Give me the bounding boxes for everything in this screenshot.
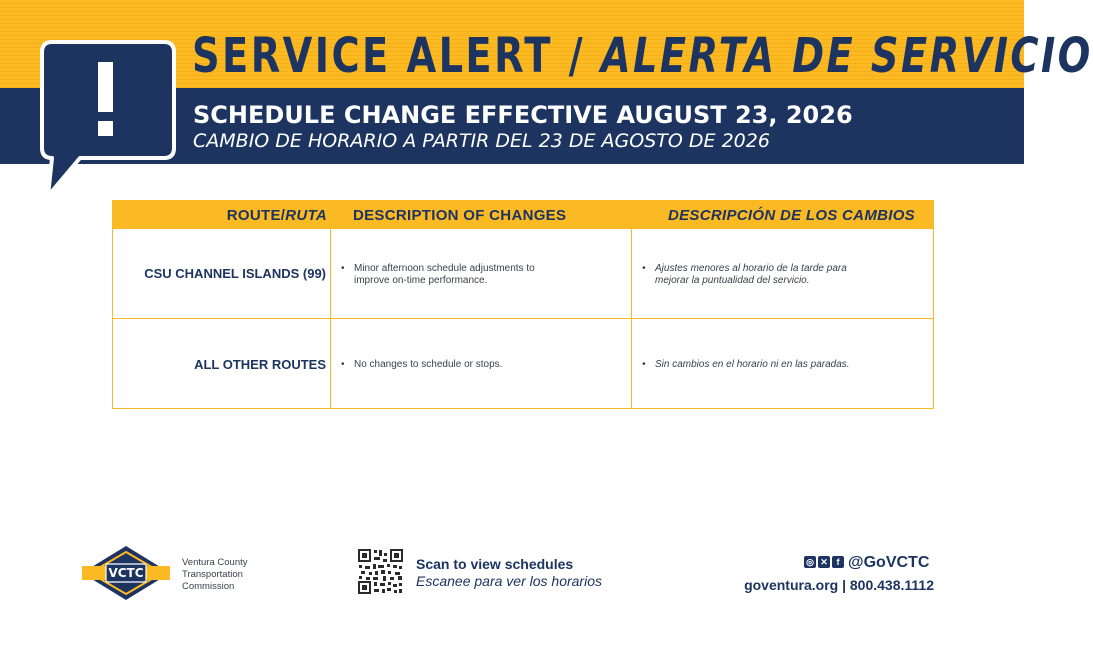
exclamation-bar bbox=[98, 62, 113, 112]
vctc-logo bbox=[80, 544, 172, 602]
agency-name: Ventura County Transportation Commission bbox=[182, 557, 248, 592]
instagram-icon[interactable]: ◎ bbox=[804, 556, 816, 568]
route-name: ALL OTHER ROUTES bbox=[113, 319, 331, 409]
description-en-cell bbox=[331, 229, 632, 318]
service-alert-title bbox=[192, 26, 1093, 86]
description-es-text: Sin cambios en el horario ni en las paradas. bbox=[655, 359, 850, 370]
header-description-es: DESCRIPCIÓN DE LOS CAMBIOS bbox=[668, 206, 915, 224]
route-name: CSU CHANNEL ISLANDS (99) bbox=[113, 229, 331, 318]
bullet-item: • Minor afternoon schedule adjustments to improve on-time performance. bbox=[341, 263, 621, 287]
table-row bbox=[113, 229, 933, 319]
table-header-row bbox=[113, 201, 933, 229]
scan-label-spanish: Escanee para ver los horarios bbox=[416, 573, 602, 589]
description-es-cell bbox=[632, 229, 933, 318]
qr-code-icon[interactable] bbox=[357, 548, 404, 595]
title-english: SERVICE ALERT / bbox=[192, 28, 586, 84]
logo-text: VCTC bbox=[108, 566, 144, 580]
schedule-change-english: SCHEDULE CHANGE EFFECTIVE AUGUST 23, 2026 bbox=[193, 101, 853, 129]
website-and-phone[interactable]: goventura.org | 800.438.1112 bbox=[744, 577, 934, 593]
exclamation-dot bbox=[98, 121, 113, 136]
exclamation-speech-bubble-icon bbox=[38, 36, 178, 201]
facebook-icon[interactable]: f bbox=[832, 556, 844, 568]
description-en-text: Minor afternoon schedule adjustments to improve on-time performance. bbox=[354, 263, 535, 286]
bullet-item: • Sin cambios en el horario ni en las paradas. bbox=[642, 359, 850, 370]
x-icon[interactable]: ✕ bbox=[818, 556, 830, 568]
schedule-change-spanish: CAMBIO DE HORARIO A PARTIR DEL 23 DE AGOSTO DE 2026 bbox=[193, 130, 770, 152]
table-row bbox=[113, 319, 933, 409]
changes-table bbox=[112, 200, 934, 409]
title-spanish: ALERTA DE SERVICIO bbox=[600, 28, 1093, 84]
description-es-cell bbox=[632, 319, 933, 409]
bullet-item: • No changes to schedule or stops. bbox=[341, 359, 503, 370]
social-icons bbox=[804, 556, 844, 568]
description-en-cell bbox=[331, 319, 632, 409]
scan-label-english: Scan to view schedules bbox=[416, 556, 574, 572]
description-en-text: No changes to schedule or stops. bbox=[354, 359, 503, 370]
social-handle[interactable]: @GoVCTC bbox=[848, 554, 930, 571]
header-route: ROUTE/RUTA bbox=[226, 206, 327, 224]
header-description-en: DESCRIPTION OF CHANGES bbox=[353, 206, 567, 224]
description-es-text: Ajustes menores al horario de la tarde para mejorar la puntualidad del servicio. bbox=[655, 263, 847, 286]
bullet-item: • Ajustes menores al horario de la tarde para mejorar la puntualidad del servicio. bbox=[642, 263, 923, 287]
